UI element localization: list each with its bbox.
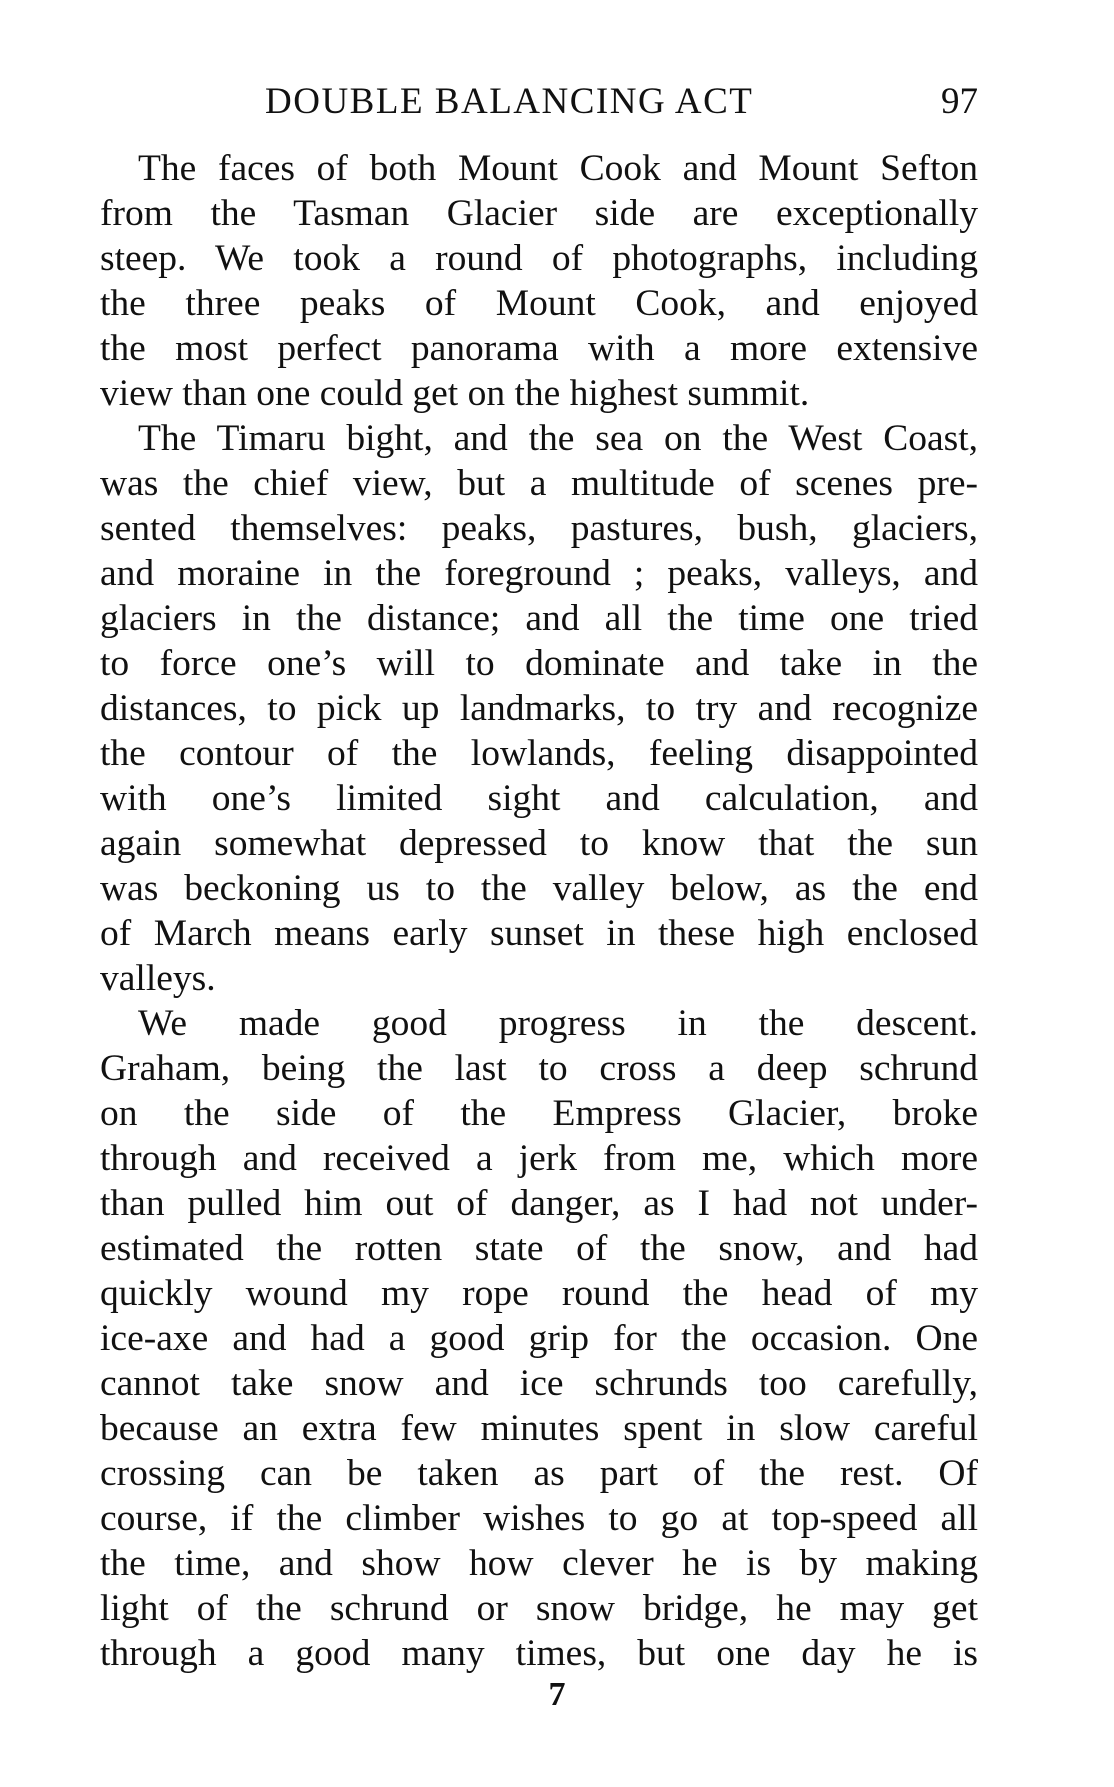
text-line: The Timaru bight, and the sea on the West Coast, bbox=[138, 418, 978, 459]
text-line: and moraine in the foreground ; peaks, valleys, and bbox=[100, 553, 978, 594]
text-line: cannot take snow and ice schrunds too carefully, bbox=[100, 1363, 978, 1404]
text-line: ice-axe and had a good grip for the occasion. One bbox=[100, 1318, 978, 1359]
text-line: the three peaks of Mount Cook, and enjoyed bbox=[100, 283, 978, 324]
text-line: glaciers in the distance; and all the time one tried bbox=[100, 598, 978, 639]
text-line: Graham, being the last to cross a deep schrund bbox=[100, 1048, 978, 1089]
text-line: quickly wound my rope round the head of my bbox=[100, 1273, 978, 1314]
text-line: view than one could get on the highest summit. bbox=[100, 373, 810, 414]
text-line: was beckoning us to the valley below, as the end bbox=[100, 868, 978, 909]
text-line: with one’s limited sight and calculation, and bbox=[100, 778, 978, 819]
text-line: course, if the climber wishes to go at top-speed all bbox=[100, 1498, 978, 1539]
text-line: again somewhat depressed to know that the sun bbox=[100, 823, 978, 864]
text-line: from the Tasman Glacier side are exceptionally bbox=[100, 193, 978, 234]
text-line: We made good progress in the descent. bbox=[138, 1003, 978, 1044]
text-line: than pulled him out of danger, as I had not under- bbox=[100, 1183, 978, 1224]
page-number: 97 bbox=[941, 81, 978, 122]
text-line: was the chief view, but a multitude of scenes pre- bbox=[100, 463, 978, 504]
running-head bbox=[100, 78, 978, 126]
text-line: to force one’s will to dominate and take in the bbox=[100, 643, 978, 684]
text-line: valleys. bbox=[100, 958, 216, 999]
text-line: the contour of the lowlands, feeling disappointed bbox=[100, 733, 978, 774]
text-line: through and received a jerk from me, which more bbox=[100, 1138, 978, 1179]
text-line: the time, and show how clever he is by making bbox=[100, 1543, 978, 1584]
text-line: sented themselves: peaks, pastures, bush, glaciers, bbox=[100, 508, 978, 549]
text-line: the most perfect panorama with a more extensive bbox=[100, 328, 978, 369]
running-title: DOUBLE BALANCING ACT bbox=[265, 81, 754, 122]
text-line: of March means early sunset in these high enclosed bbox=[100, 913, 978, 954]
text-line: steep. We took a round of photographs, including bbox=[100, 238, 978, 279]
text-line: crossing can be taken as part of the rest. Of bbox=[100, 1453, 978, 1494]
text-line: The faces of both Mount Cook and Mount Sefton bbox=[138, 148, 978, 189]
text-line: through a good many times, but one day he is bbox=[100, 1633, 978, 1674]
text-line: estimated the rotten state of the snow, and had bbox=[100, 1228, 978, 1269]
text-line: light of the schrund or snow bridge, he may get bbox=[100, 1588, 978, 1629]
text-line: distances, to pick up landmarks, to try and recognize bbox=[100, 688, 978, 729]
signature-mark: 7 bbox=[548, 1676, 566, 1713]
text-line: because an extra few minutes spent in slow careful bbox=[100, 1408, 978, 1449]
body-text bbox=[100, 146, 978, 1676]
text-line: on the side of the Empress Glacier, broke bbox=[100, 1093, 978, 1134]
